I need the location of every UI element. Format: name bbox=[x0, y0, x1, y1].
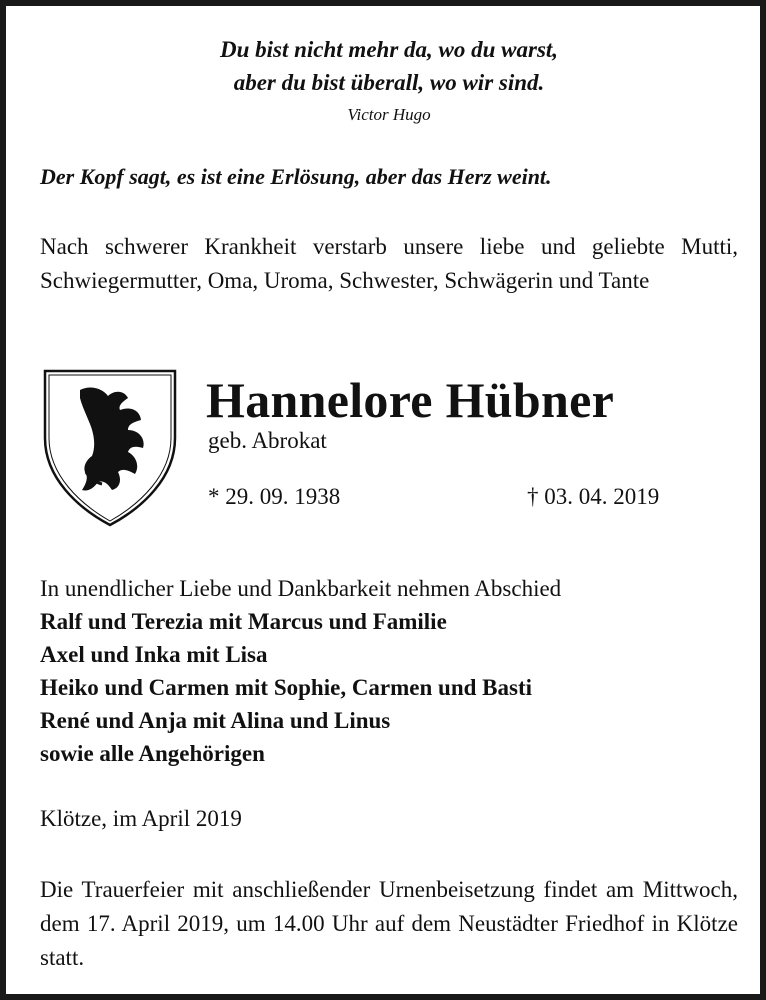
funeral-notice: Die Trauerfeier mit anschließender Urnenbeisetzung findet am Mittwoch, dem 17. April 2019, um 14.00 Uhr auf dem Neustädter Friedhof in Klötze statt. bbox=[40, 877, 738, 970]
mourner-line: Heiko und Carmen mit Sophie, Carmen und Basti bbox=[40, 675, 533, 700]
mourners-intro: In unendlicher Liebe und Dankbarkeit nehmen Abschied bbox=[40, 576, 562, 601]
crest-icon bbox=[42, 368, 178, 528]
death-date: † 03. 04. 2019 bbox=[527, 484, 660, 509]
mourner-line: Axel und Inka mit Lisa bbox=[40, 642, 268, 667]
intro-text: Nach schwerer Krankheit verstarb unsere liebe und geliebte Mutti, Schwiegermutter, Oma, Uroma, Schwester, Schwägerin und Tante bbox=[40, 234, 738, 293]
place-date: Klötze, im April 2019 bbox=[40, 806, 242, 831]
mourner-line: René und Anja mit Alina und Linus bbox=[40, 708, 391, 733]
maiden-name: geb. Abrokat bbox=[208, 428, 327, 453]
mourner-line: Ralf und Terezia mit Marcus und Familie bbox=[40, 609, 447, 634]
quote-author: Victor Hugo bbox=[347, 105, 431, 124]
deceased-name: Hannelore Hübner bbox=[206, 372, 615, 428]
mourner-line: sowie alle Angehörigen bbox=[40, 741, 265, 766]
quote-line-1: Du bist nicht mehr da, wo du warst, bbox=[219, 37, 559, 62]
tagline: Der Kopf sagt, es ist eine Erlösung, aber das Herz weint. bbox=[40, 164, 552, 189]
birth-date: * 29. 09. 1938 bbox=[208, 484, 341, 509]
mourners-block bbox=[40, 572, 561, 770]
quote-line-2: aber du bist überall, wo wir sind. bbox=[233, 70, 545, 95]
